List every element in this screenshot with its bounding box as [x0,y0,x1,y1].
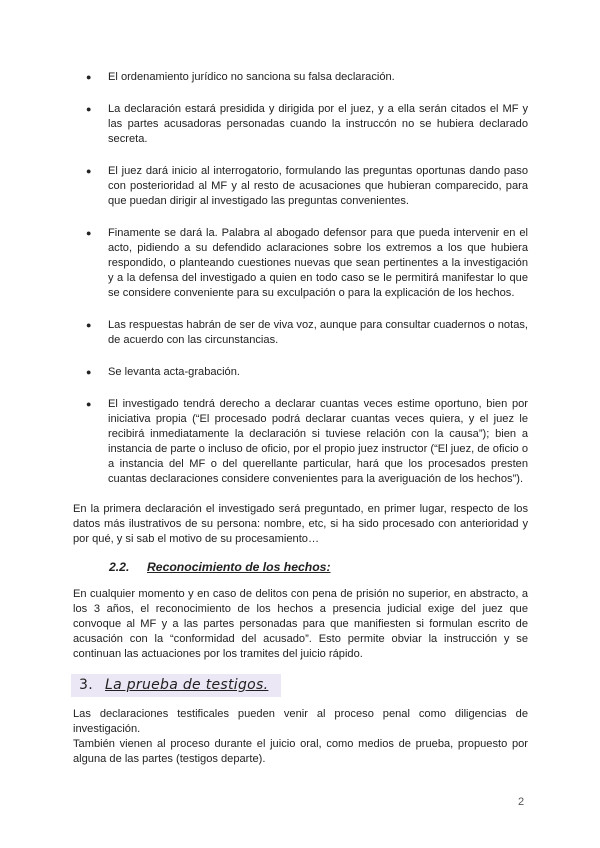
subsection-title: Reconocimiento de los hechos: [147,560,331,574]
paragraph-recognition: En cualquier momento y en caso de delitos con pena de prisión no superior, en abstracto, a los 3 años, el reconocimiento de los hechos a presencia judicial exige del juez que convoque al MF y a las partes personadas para que manifiesten si formulan escrito de acusación con la “conformidad del acusado”. Esto permite obviar la instrucción y se continuan las actuaciones por los tramites del juicio rápido. [73,588,528,660]
list-item: ● El ordenamiento jurídico no sanciona su falsa declaración. [86,71,395,83]
list-item: ● La declaración estará presidida y dirigida por el juez, y a ella serán citados el MF y las partes acusadoras personadas cuando la instruccón no se hubiera declarado secreta. [86,103,528,145]
bullet-icon: ● [86,72,92,82]
paragraph-first-declaration: En la primera declaración el investigado será preguntado, en primer lugar, respecto de los datos más ilustrativos de su persona: nombre, etc, si ha sido procesado con anterioridad y por qué, y si sab el motivo de su procesamiento… [73,503,528,545]
list-item: ● Se levanta acta-grabación. [86,366,240,378]
bullet-icon: ● [86,367,92,377]
section-number: 3. [79,677,93,693]
paragraph-testimony-investigation: Las declaraciones testificales pueden venir al proceso penal como diligencias de investigación. [73,708,528,735]
section-title: La prueba de testigos. [105,677,269,693]
subsection-number: 2.2. [109,560,130,574]
list-item: ● Finamente se dará la. Palabra al abogado defensor para que pueda intervenir en el acto, pidiendo a su defendido aclaraciones sobre los extremos a los que hubiera respondido, o planteando cuestiones nuevas que sean pertinentes a la investigación y a la defensa del investigado a quien en todo caso se le permitirá manifestar lo que se considere conveniente para su exculpación o para la explicación de los hechos. [86,227,528,299]
bullet-icon: ● [86,399,92,409]
bullet-icon: ● [86,166,92,176]
list-item: ● Las respuestas habrán de ser de viva voz, aunque para consultar cuadernos o notas, de acuerdo con las circunstancias. [86,319,528,346]
list-item: ● El juez dará inicio al interrogatorio, formulando las preguntas oportunas dando paso con posterioridad al MF y al resto de acusaciones que hubieran comparecido, para que puedan dirigir al investigado las preguntas convenientes. [86,165,528,207]
bullet-icon: ● [86,104,92,114]
bullet-icon: ● [86,320,92,330]
section-heading [71,674,281,697]
bullet-list [73,70,528,487]
bullet-icon: ● [86,228,92,238]
page-number: 2 [518,796,525,808]
list-item: ● El investigado tendrá derecho a declarar cuantas veces estime oportuno, bien por iniciativa propia (“El procesado podrá declarar cuantas veces quiera, y el juez le recibirá inmediatamente la declaración si tuviese relación con la causa”); bien a instancia de parte o incluso de oficio, por el propio juez instructor (“El juez, de oficio o a instancia del MF o del querellante particular, hará que los procesados presten cuantas declaraciones considere convenientes para la averiguación de los hechos”). [86,398,528,485]
paragraph-testimony-trial: También vienen al proceso durante el juicio oral, como medios de prueba, propuesto por alguna de las partes (testigos departe). [73,738,528,765]
page-content [73,70,528,767]
subsection-heading [109,558,528,576]
